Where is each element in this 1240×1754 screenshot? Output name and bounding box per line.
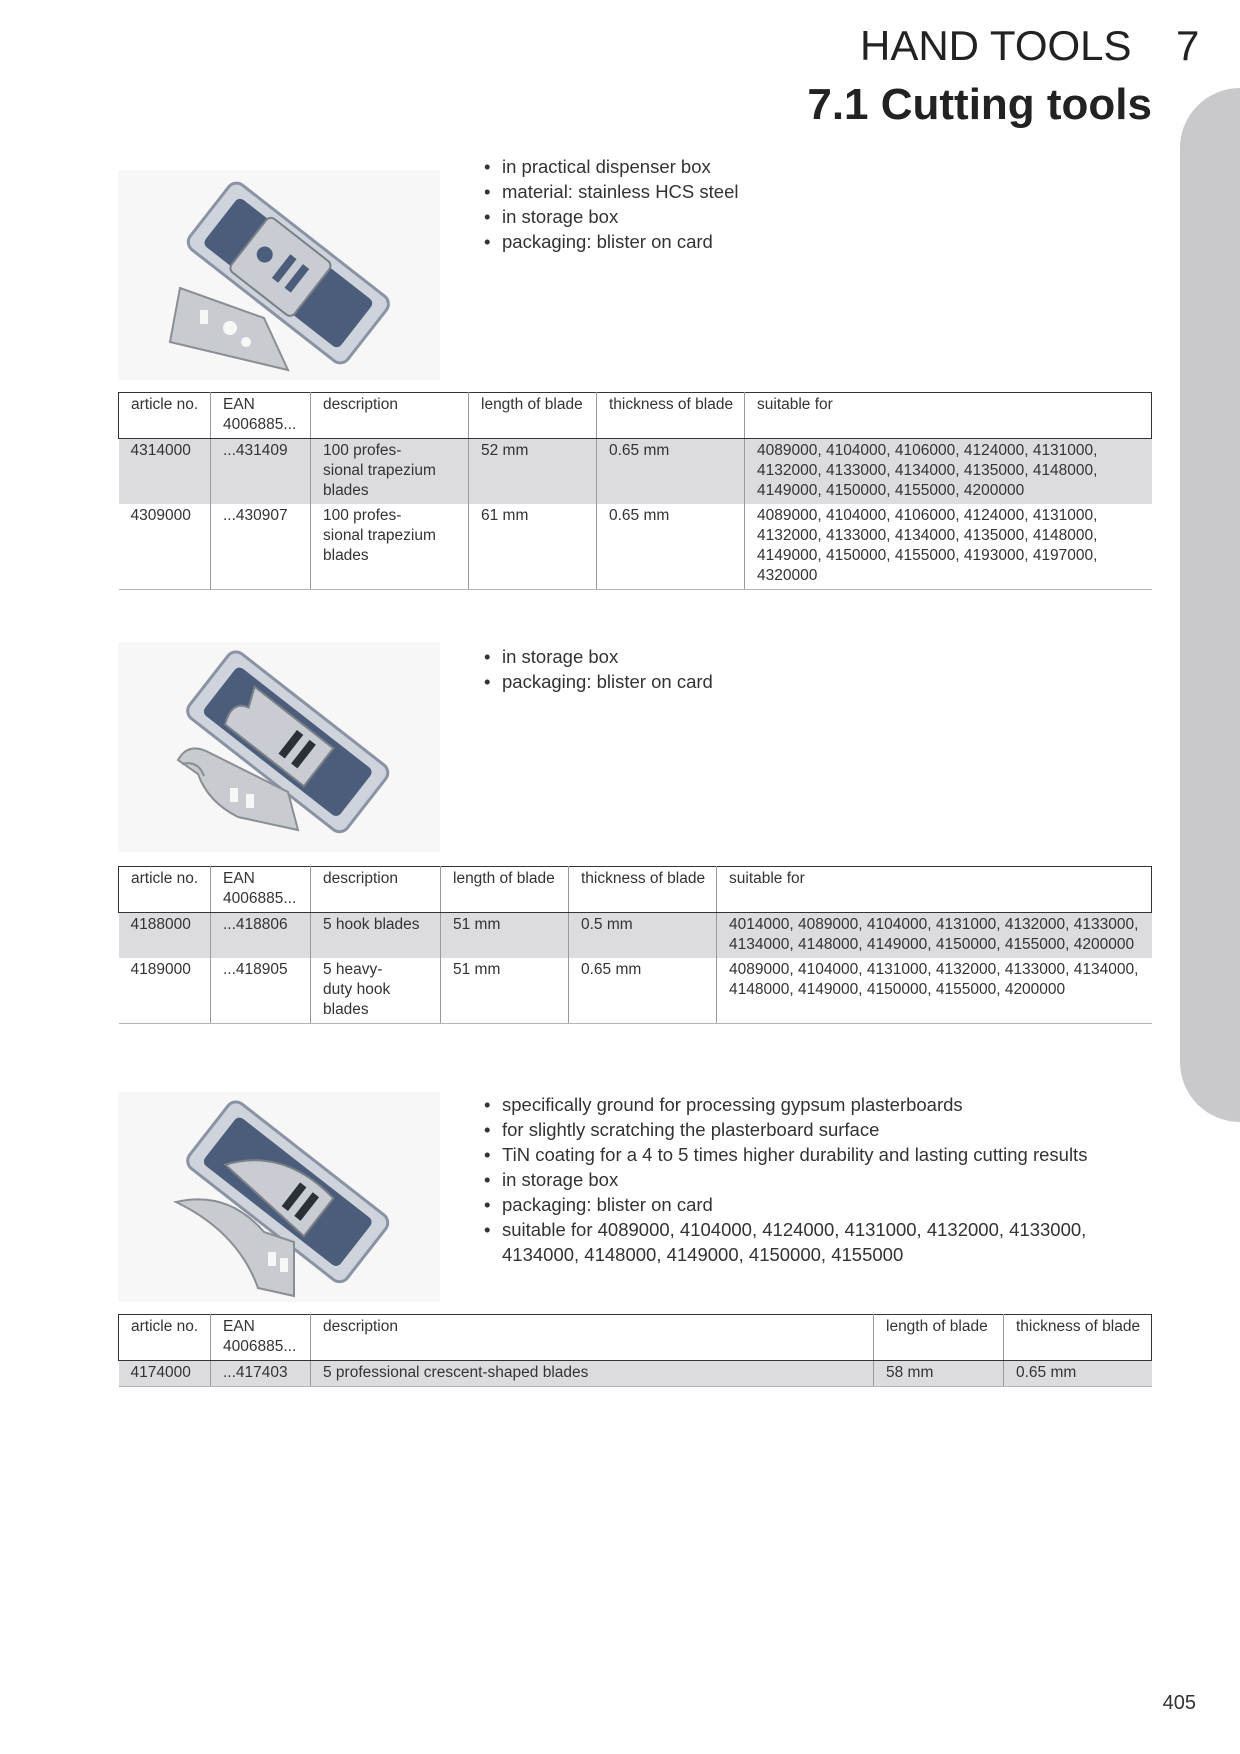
blade-dispenser-illustration — [118, 170, 440, 380]
blade-length: 52 mm — [469, 439, 597, 505]
feature-item: • in storage box — [482, 1167, 1152, 1192]
feature-list — [482, 644, 713, 694]
blade-thickness: 0.65 mm — [569, 958, 717, 1024]
ean-code: ...418905 — [211, 958, 311, 1024]
blade-length: 51 mm — [441, 958, 569, 1024]
article-number: 4309000 — [119, 504, 211, 590]
feature-item: • packaging: blister on card — [482, 1192, 1152, 1217]
ean-code: ...430907 — [211, 504, 311, 590]
suitable-for-cell: 4089000, 4104000, 4131000, 4132000, 4133000, 4134000, 4148000, 4149000, 4150000, 4155000, 4200000 — [717, 958, 1152, 1024]
article-number: 4174000 — [119, 1361, 211, 1387]
feature-item: • suitable for 4089000, 4104000, 4124000, 4131000, 4132000, 4133000, 4134000, 4148000, 4149000, 4150000, 4155000 — [482, 1217, 1152, 1267]
feature-item: • in practical dispenser box — [482, 154, 738, 179]
blade-thickness: 0.65 mm — [1004, 1361, 1152, 1387]
header-suitable: suitable for — [717, 867, 1152, 913]
header-article-no: article no. — [119, 393, 211, 439]
description-cell: 5 heavy- duty hook blades — [311, 958, 441, 1024]
blade-thickness: 0.65 mm — [597, 504, 745, 590]
header-thickness: thickness of blade — [1004, 1315, 1152, 1361]
header-ean: EAN 4006885... — [211, 393, 311, 439]
feature-item: • packaging: blister on card — [482, 229, 738, 254]
chapter-number: 7 — [1176, 22, 1200, 69]
feature-item: • material: stainless HCS steel — [482, 179, 738, 204]
table-row — [119, 913, 1152, 959]
crescent-blades-table — [118, 1314, 1152, 1387]
ean-code: ...431409 — [211, 439, 311, 505]
description-cell: 100 profes- sional trapezium blades — [311, 504, 469, 590]
article-number: 4189000 — [119, 958, 211, 1024]
chapter-title: HAND TOOLS — [860, 22, 1132, 69]
feature-item: • packaging: blister on card — [482, 669, 713, 694]
header-length: length of blade — [874, 1315, 1004, 1361]
header-length: length of blade — [469, 393, 597, 439]
table-header-row — [119, 1315, 1152, 1361]
article-number: 4314000 — [119, 439, 211, 505]
header-thickness: thickness of blade — [569, 867, 717, 913]
suitable-for-cell: 4089000, 4104000, 4106000, 4124000, 4131000, 4132000, 4133000, 4134000, 4135000, 4148000, 4149000, 4150000, 4155000, 4200000 — [745, 439, 1152, 505]
header-article-no: article no. — [119, 867, 211, 913]
table-row — [119, 1361, 1152, 1387]
feature-item: • TiN coating for a 4 to 5 times higher durability and lasting cutting results — [482, 1142, 1152, 1167]
feature-list — [482, 154, 738, 254]
feature-item: • specifically ground for processing gypsum plasterboards — [482, 1092, 1152, 1117]
description-cell: 100 profes- sional trapezium blades — [311, 439, 469, 505]
header-description: description — [311, 867, 441, 913]
chapter-side-tab — [1180, 88, 1240, 1122]
feature-item: • in storage box — [482, 644, 713, 669]
crescent-blade-dispenser-illustration — [118, 1092, 440, 1302]
hook-blades-image — [118, 642, 440, 852]
header-thickness: thickness of blade — [597, 393, 745, 439]
blade-length: 58 mm — [874, 1361, 1004, 1387]
blade-length: 61 mm — [469, 504, 597, 590]
header-description: description — [311, 393, 469, 439]
feature-item: • for slightly scratching the plasterboard surface — [482, 1117, 1152, 1142]
suitable-for-cell: 4014000, 4089000, 4104000, 4131000, 4132000, 4133000, 4134000, 4148000, 4149000, 4150000, 4155000, 4200000 — [717, 913, 1152, 959]
header-description: description — [311, 1315, 874, 1361]
description-cell: 5 professional crescent-shaped blades — [311, 1361, 874, 1387]
table-row — [119, 958, 1152, 1024]
description-cell: 5 hook blades — [311, 913, 441, 959]
hook-blade-dispenser-illustration — [118, 642, 440, 852]
table-row — [119, 439, 1152, 505]
suitable-for-cell: 4089000, 4104000, 4106000, 4124000, 4131000, 4132000, 4133000, 4134000, 4135000, 4148000, 4149000, 4150000, 4155000, 4193000, 4197000, 4320000 — [745, 504, 1152, 590]
page-number: 405 — [1162, 1692, 1196, 1714]
table-row — [119, 504, 1152, 590]
table-header-row — [119, 867, 1152, 913]
hook-blades-table — [118, 866, 1152, 1024]
blade-thickness: 0.65 mm — [597, 439, 745, 505]
trapezium-blades-image — [118, 170, 440, 380]
ean-code: ...417403 — [211, 1361, 311, 1387]
blade-thickness: 0.5 mm — [569, 913, 717, 959]
table-header-row — [119, 393, 1152, 439]
trapezium-blades-table — [118, 392, 1152, 590]
crescent-blades-image — [118, 1092, 440, 1302]
article-number: 4188000 — [119, 913, 211, 959]
header-ean: EAN 4006885... — [211, 867, 311, 913]
header-length: length of blade — [441, 867, 569, 913]
header-article-no: article no. — [119, 1315, 211, 1361]
section-title: 7.1 Cutting tools — [807, 80, 1152, 129]
ean-code: ...418806 — [211, 913, 311, 959]
feature-list — [482, 1092, 1152, 1267]
feature-item: • in storage box — [482, 204, 738, 229]
header-ean: EAN 4006885... — [211, 1315, 311, 1361]
blade-length: 51 mm — [441, 913, 569, 959]
header-suitable: suitable for — [745, 393, 1152, 439]
